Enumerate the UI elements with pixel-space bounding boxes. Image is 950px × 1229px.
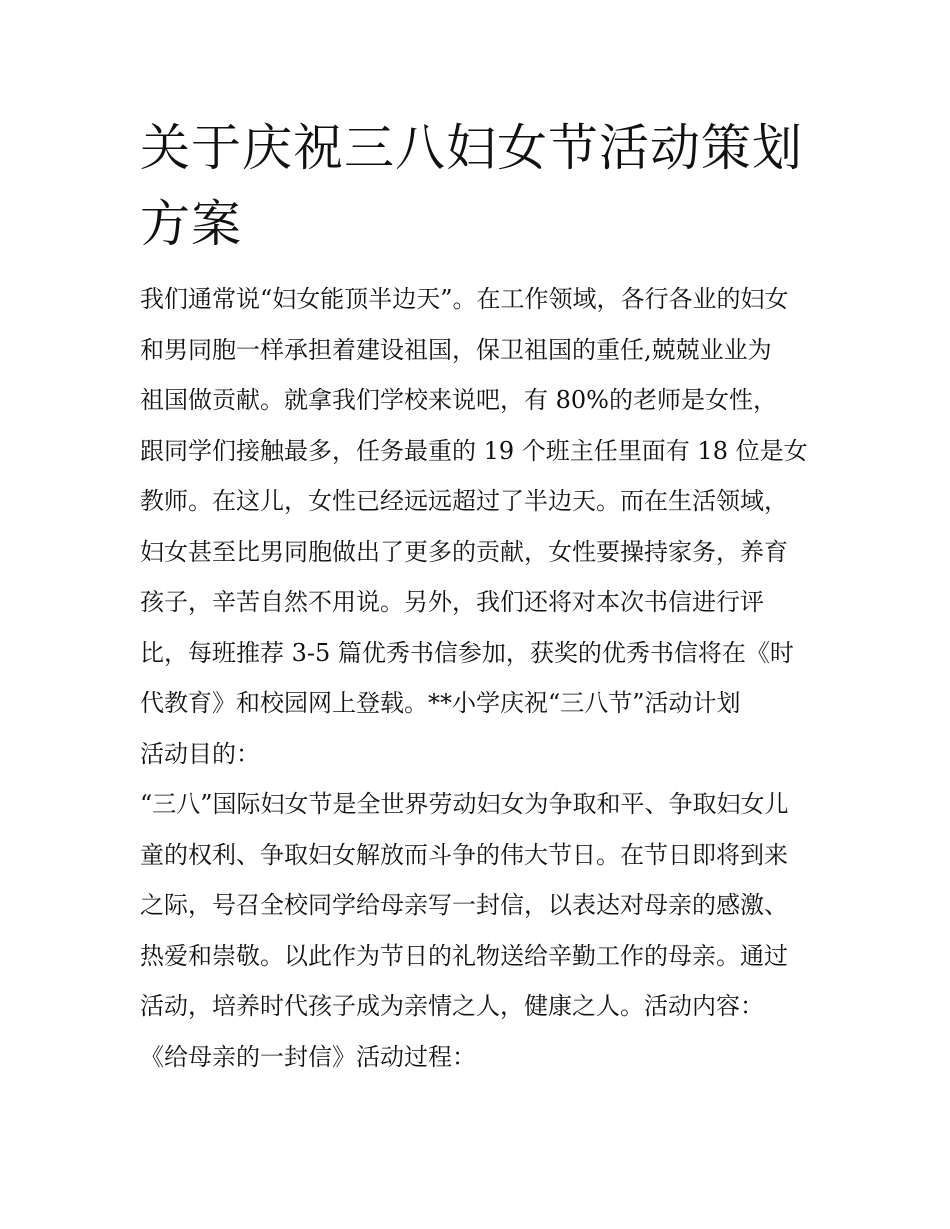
title-line: 方案: [140, 195, 242, 253]
text-line: 比，每班推荐 3-5 篇优秀书信参加，获奖的优秀书信将在《时: [140, 638, 794, 667]
text-line: 活动，培养时代孩子成为亲情之人，健康之人。活动内容：: [140, 992, 764, 1020]
paragraph-intro: [140, 274, 815, 779]
text-line: 童的权利、争取妇女解放而斗争的伟大节日。在节日即将到来: [140, 840, 788, 869]
text-line: 我们通常说“妇女能顶半边天”。在工作领域，各行各业的妇女: [140, 285, 789, 313]
text-line: 跟同学们接触最多，任务最重的 19 个班主任里面有 18 位是女: [140, 436, 808, 465]
document-title: [140, 110, 815, 262]
document-page: [140, 110, 815, 1082]
text-line: 妇女甚至比男同胞做出了更多的贡献，女性要操持家务，养育: [140, 537, 788, 566]
text-line: 热爱和崇敬。以此作为节日的礼物送给辛勤工作的母亲。通过: [140, 941, 788, 970]
text-line: 和男同胞一样承担着建设祖国，保卫祖国的重任,兢兢业业为: [140, 335, 772, 364]
title-line: 关于庆祝三八妇女节活动策划: [140, 119, 803, 177]
text-line: “三八”国际妇女节是全世界劳动妇女为争取和平、争取妇女儿: [140, 790, 789, 818]
text-line: 活动目的：: [140, 739, 260, 768]
text-line: 祖国做贡献。就拿我们学校来说吧，有 80%的老师是女性，: [140, 386, 777, 414]
text-line: 孩子，辛苦自然不用说。另外，我们还将对本次书信进行评: [140, 588, 764, 616]
text-line: 《给母亲的一封信》活动过程：: [140, 1042, 476, 1071]
text-line: 之际，号召全校同学给母亲写一封信，以表达对母亲的感激、: [140, 891, 788, 919]
text-line: 教师。在这儿，女性已经远远超过了半边天。而在生活领域，: [140, 487, 788, 515]
text-line: 代教育》和校园网上登载。**小学庆祝“三八节”活动计划: [140, 689, 741, 717]
paragraph-purpose: [140, 779, 815, 1082]
